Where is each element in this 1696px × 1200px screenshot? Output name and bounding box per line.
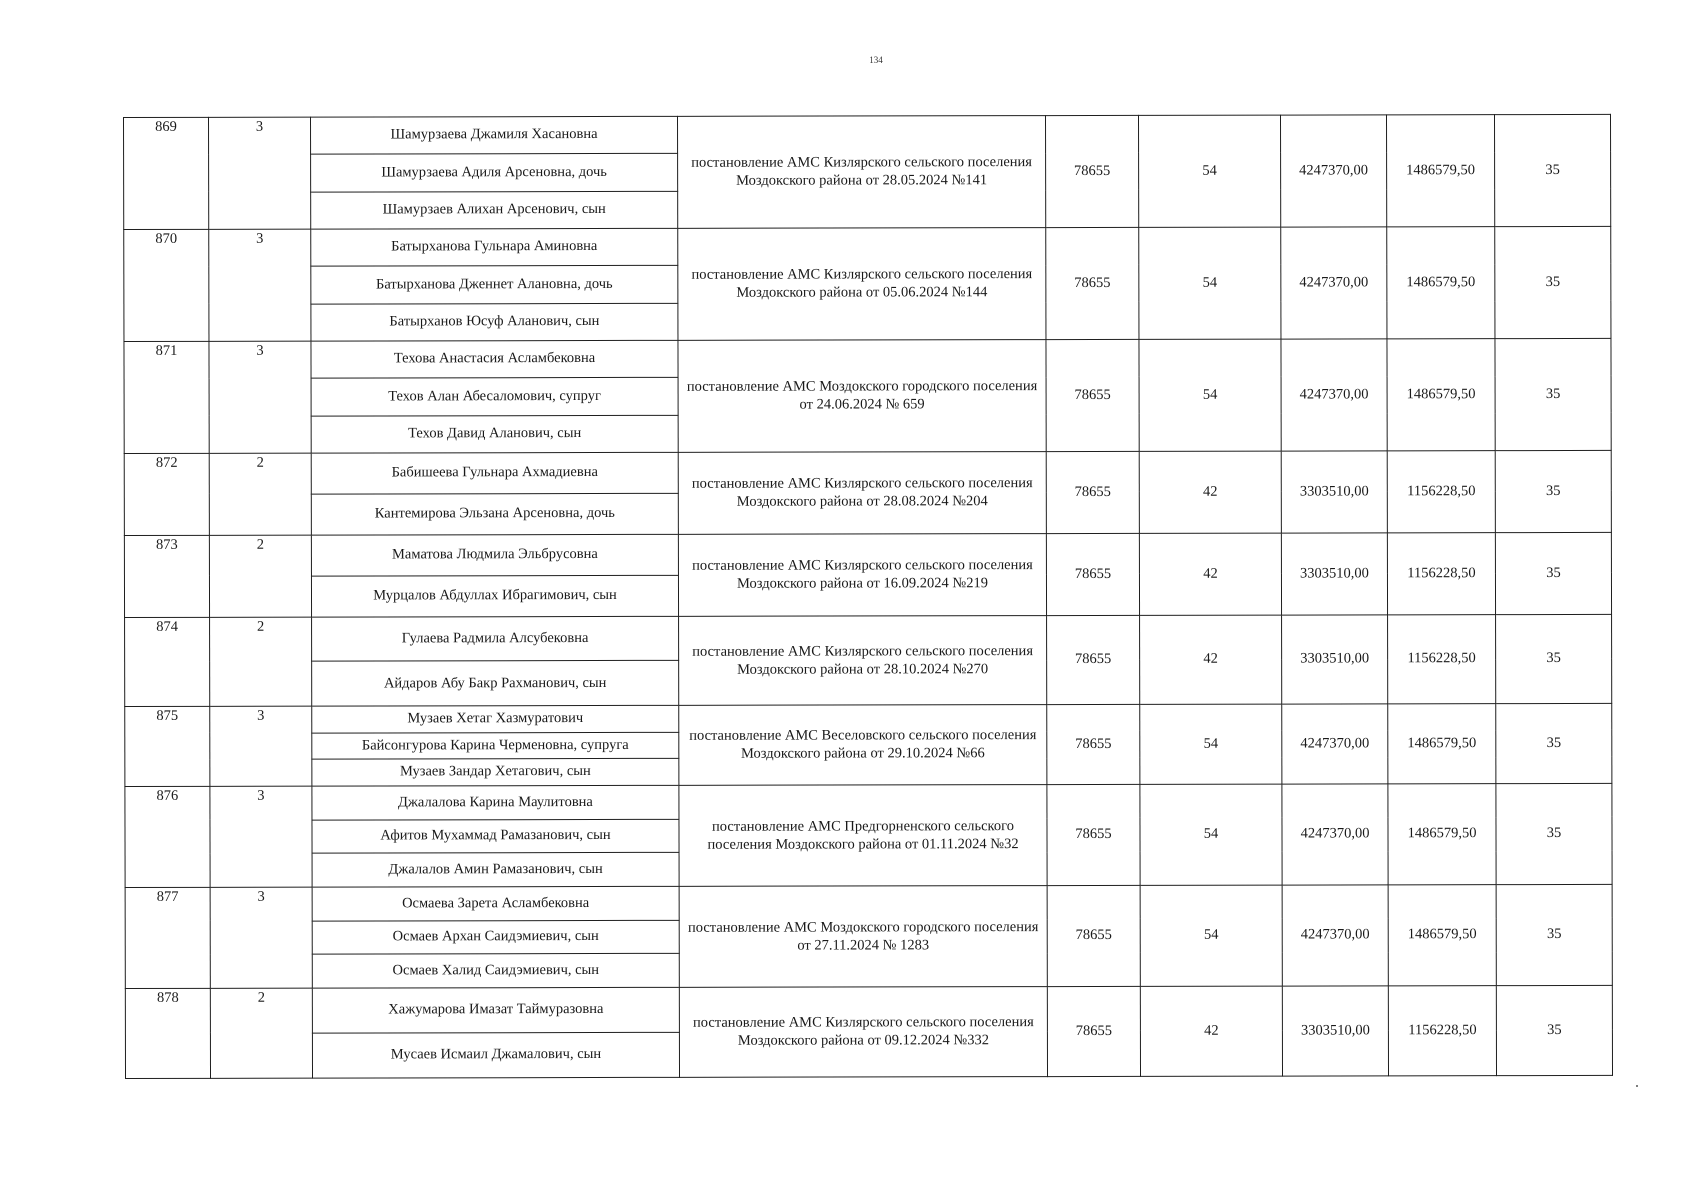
family-member: Айдаров Абу Бакр Рахманович, сын	[312, 661, 679, 706]
table-row	[124, 114, 1611, 154]
subsidy-amount: 1156228,50	[1387, 451, 1495, 533]
decree-document: постановление АМС Кизлярского сельского поселения Моздокского района от 28.05.2024 №141	[677, 116, 1045, 229]
subsidy-amount: 1486579,50	[1388, 885, 1496, 986]
housing-area: 54	[1139, 227, 1281, 339]
table-row	[125, 985, 1612, 1033]
cost-norm: 78655	[1046, 339, 1139, 451]
total-cost: 4247370,00	[1282, 704, 1388, 784]
decree-document: постановление АМС Кизлярского сельского поселения Моздокского района от 16.09.2024 №219	[678, 534, 1046, 617]
subsidy-percent: 35	[1496, 703, 1612, 783]
cost-norm: 78655	[1046, 533, 1139, 615]
family-size: 3	[209, 229, 311, 341]
family-member: Шамурзаев Алихан Арсенович, сын	[311, 191, 678, 229]
housing-area: 54	[1139, 339, 1281, 451]
family-member: Бабишеева Гульнара Ахмадиевна	[311, 452, 678, 494]
total-cost: 3303510,00	[1281, 533, 1387, 615]
subsidy-percent: 35	[1496, 614, 1612, 703]
total-cost: 3303510,00	[1281, 451, 1387, 533]
subsidy-amount: 1156228,50	[1388, 615, 1496, 704]
family-size: 3	[209, 117, 311, 229]
family-member: Мусаев Исмаил Джамалович, сын	[312, 1032, 679, 1078]
table-row	[125, 614, 1612, 662]
decree-document: постановление АМС Моздокского городского поселения от 24.06.2024 № 659	[678, 340, 1046, 453]
housing-area: 42	[1140, 615, 1282, 704]
record-number: 878	[125, 988, 210, 1078]
decree-document: постановление АМС Предгорненского сельского поселения Моздокского района от 01.11.2024 №32	[679, 784, 1047, 886]
table-row	[124, 532, 1611, 576]
table-row	[125, 783, 1612, 820]
family-size: 3	[210, 887, 312, 988]
family-member: Музаев Зандар Хетагович, сын	[312, 759, 679, 786]
subsidy-amount: 1486579,50	[1387, 339, 1495, 451]
family-member: Маматова Людмила Эльбрусовна	[311, 534, 678, 576]
family-member: Осмаева Зарета Асламбековна	[312, 886, 679, 920]
housing-area: 42	[1140, 986, 1282, 1076]
record-number: 873	[124, 535, 209, 617]
table-row	[124, 338, 1611, 378]
subsidy-percent: 35	[1494, 114, 1610, 226]
family-member: Кантемирова Эльзана Арсеновна, дочь	[311, 493, 678, 535]
family-size: 2	[210, 988, 312, 1078]
family-member: Музаев Хетаг Хазмуратович	[312, 705, 679, 732]
family-size: 2	[209, 535, 311, 617]
decree-document: постановление АМС Веселовского сельского поселения Моздокского района от 29.10.2024 №66	[679, 705, 1047, 786]
cost-norm: 78655	[1045, 115, 1138, 227]
family-member: Батырханова Дженнет Алановна, дочь	[311, 266, 678, 304]
decree-document: постановление АМС Кизлярского сельского поселения Моздокского района от 09.12.2024 №332	[679, 986, 1047, 1077]
family-size: 2	[209, 453, 311, 535]
subsidy-amount: 1156228,50	[1388, 985, 1496, 1075]
family-member: Джалалова Карина Маулитовна	[312, 785, 679, 819]
decree-document: постановление АМС Кизлярского сельского поселения Моздокского района от 28.08.2024 №204	[678, 452, 1046, 535]
page-number: 134	[869, 55, 883, 65]
subsidy-percent: 35	[1496, 985, 1612, 1075]
subsidy-percent: 35	[1496, 884, 1612, 985]
decree-document: постановление АМС Моздокского городского поселения от 27.11.2024 № 1283	[679, 885, 1047, 987]
family-member: Хажумарова Имазат Таймуразовна	[312, 987, 679, 1033]
family-member: Батырханов Юсуф Аланович, сын	[311, 303, 678, 341]
subsidy-percent: 35	[1495, 532, 1611, 614]
total-cost: 3303510,00	[1282, 986, 1388, 1076]
subsidy-amount: 1486579,50	[1386, 115, 1494, 227]
housing-area: 42	[1139, 451, 1281, 533]
registry-table	[123, 114, 1613, 1079]
scan-speck	[1636, 1085, 1638, 1087]
subsidy-percent: 35	[1495, 338, 1611, 450]
table-row	[125, 884, 1612, 921]
total-cost: 4247370,00	[1282, 885, 1388, 986]
subsidy-percent: 35	[1495, 226, 1611, 338]
subsidy-percent: 35	[1496, 783, 1612, 884]
cost-norm: 78655	[1047, 986, 1140, 1076]
table-row	[124, 450, 1611, 494]
record-number: 872	[124, 453, 209, 535]
family-member: Джалалов Амин Рамазанович, сын	[312, 853, 679, 887]
record-number: 874	[125, 617, 210, 706]
family-member: Шамурзаева Адиля Арсеновна, дочь	[311, 154, 678, 192]
housing-area: 54	[1140, 704, 1282, 784]
cost-norm: 78655	[1047, 885, 1140, 986]
table-row	[124, 226, 1611, 266]
decree-document: постановление АМС Кизлярского сельского поселения Моздокского района от 05.06.2024 №144	[678, 228, 1046, 341]
record-number: 875	[125, 706, 210, 786]
family-member: Техов Давид Аланович, сын	[311, 415, 678, 453]
family-member: Батырханова Гульнара Аминовна	[311, 228, 678, 266]
family-member: Техова Анастасия Асламбековна	[311, 340, 678, 378]
family-member: Афитов Мухаммад Рамазанович, сын	[312, 819, 679, 853]
family-member: Гулаева Радмила Алсубековна	[312, 616, 679, 661]
family-member: Байсонгурова Карина Черменовна, супруга	[312, 732, 679, 759]
subsidy-percent: 35	[1495, 450, 1611, 532]
family-size: 3	[210, 706, 312, 786]
housing-area: 54	[1140, 885, 1282, 986]
total-cost: 3303510,00	[1282, 615, 1388, 704]
family-member: Осмаев Архан Саидэмиевич, сын	[312, 920, 679, 954]
table-row	[125, 703, 1612, 733]
family-member: Мурцалов Абдуллах Ибрагимович, сын	[311, 575, 678, 617]
family-size: 3	[210, 786, 312, 887]
decree-document: постановление АМС Кизлярского сельского поселения Моздокского района от 28.10.2024 №270	[679, 616, 1047, 706]
total-cost: 4247370,00	[1282, 784, 1388, 885]
family-member: Шамурзаева Джамиля Хасановна	[311, 116, 678, 154]
cost-norm: 78655	[1047, 784, 1140, 885]
subsidy-amount: 1486579,50	[1388, 784, 1496, 885]
housing-area: 54	[1138, 115, 1280, 227]
record-number: 877	[125, 887, 210, 988]
housing-area: 42	[1139, 533, 1281, 615]
cost-norm: 78655	[1046, 451, 1139, 533]
family-member: Осмаев Халид Саидэмиевич, сын	[312, 954, 679, 988]
total-cost: 4247370,00	[1281, 339, 1387, 451]
subsidy-amount: 1486579,50	[1387, 227, 1495, 339]
record-number: 876	[125, 786, 210, 887]
subsidy-amount: 1156228,50	[1387, 533, 1495, 615]
family-size: 2	[210, 617, 312, 706]
cost-norm: 78655	[1047, 615, 1140, 704]
cost-norm: 78655	[1047, 704, 1140, 784]
record-number: 870	[124, 229, 209, 341]
total-cost: 4247370,00	[1281, 227, 1387, 339]
family-member: Техов Алан Абесаломович, супруг	[311, 378, 678, 416]
record-number: 871	[124, 341, 209, 453]
record-number: 869	[124, 117, 209, 229]
subsidy-amount: 1486579,50	[1388, 704, 1496, 784]
housing-area: 54	[1140, 784, 1282, 885]
cost-norm: 78655	[1046, 227, 1139, 339]
family-size: 3	[209, 341, 311, 453]
registry-body	[124, 114, 1613, 1078]
total-cost: 4247370,00	[1280, 115, 1386, 227]
